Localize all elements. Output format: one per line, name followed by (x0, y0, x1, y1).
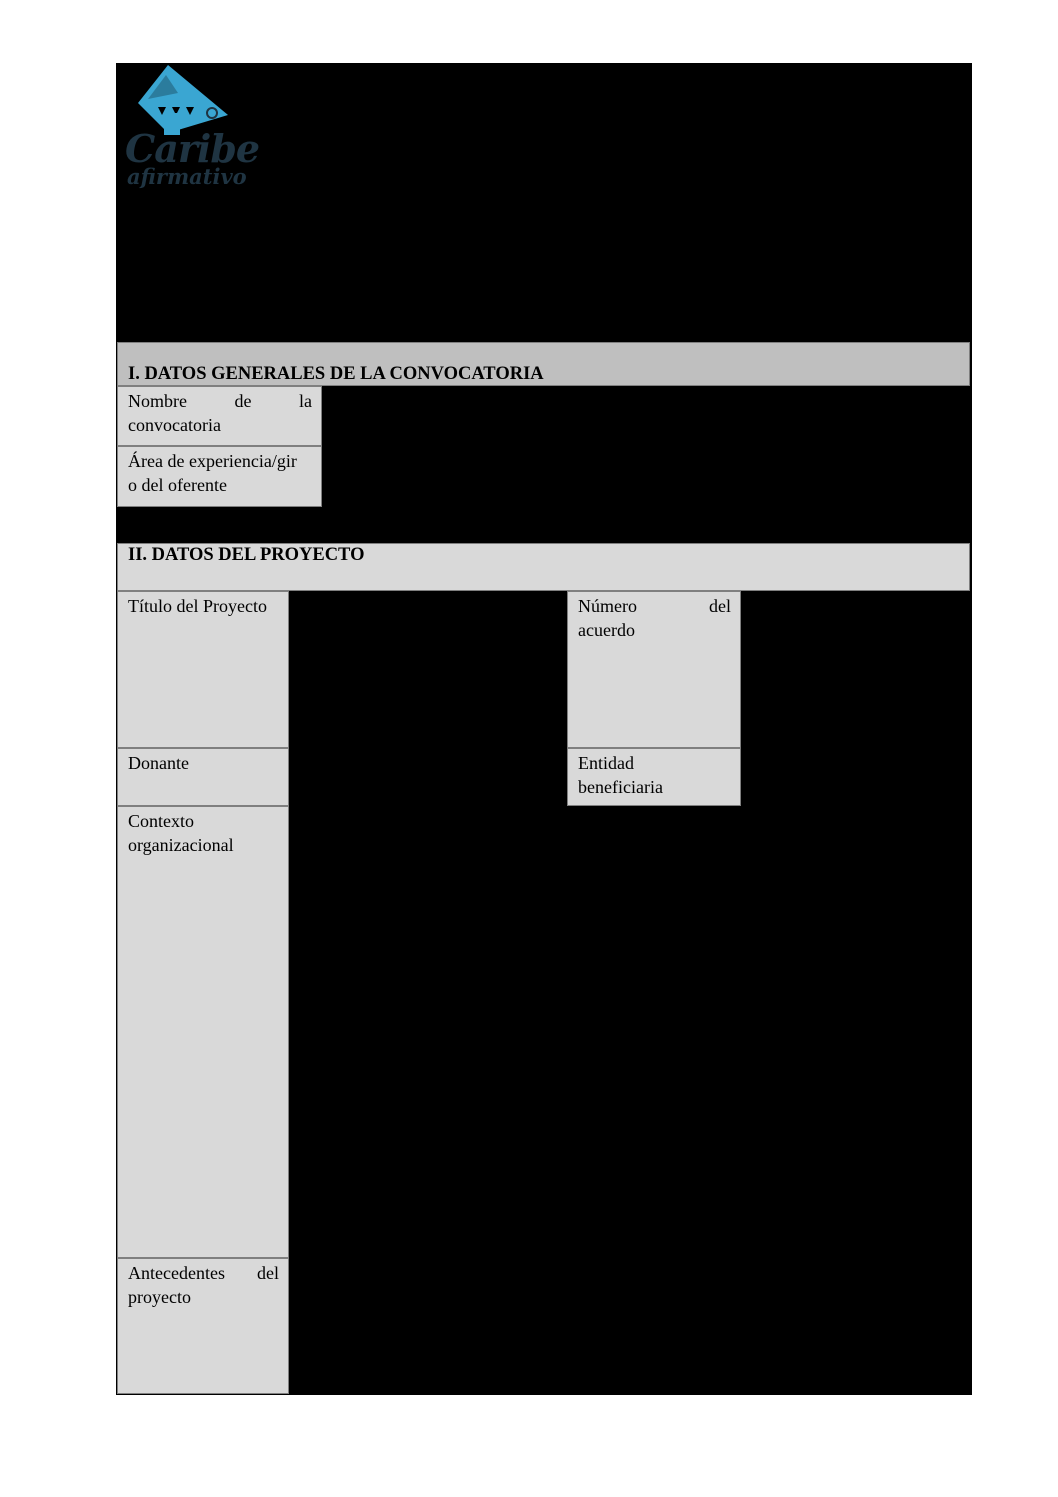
label-line: o del oferente (128, 475, 227, 495)
label-contexto-organizacional (117, 806, 289, 1258)
label-line: Título del Proyecto (128, 596, 267, 616)
label-line: Antecedentes del (128, 1263, 279, 1283)
logo-word-caribe: Caribe (125, 126, 260, 171)
label-line: Número del (578, 596, 731, 616)
label-line: Contexto (128, 811, 194, 831)
logo-word-afirmativo: afirmativo (127, 164, 247, 189)
label-area-experiencia (117, 446, 322, 507)
section-header-convocatoria (117, 342, 970, 386)
label-titulo-proyecto (117, 591, 289, 748)
label-entidad-beneficiaria (567, 748, 741, 806)
label-antecedentes-proyecto (117, 1258, 289, 1394)
section-header-proyecto (117, 543, 970, 591)
label-line: Nombre de la (128, 391, 312, 411)
section-title: II. DATOS DEL PROYECTO (128, 545, 365, 565)
label-line: Donante (128, 753, 189, 773)
label-line: beneficiaria (578, 777, 663, 797)
label-line: Área de experiencia/gir (128, 451, 297, 471)
label-line: convocatoria (128, 415, 221, 435)
label-nombre-convocatoria (117, 386, 322, 446)
label-line: acuerdo (578, 620, 635, 640)
section-title: I. DATOS GENERALES DE LA CONVOCATORIA (128, 364, 544, 384)
label-line: proyecto (128, 1287, 191, 1307)
label-donante (117, 748, 289, 806)
label-line: organizacional (128, 835, 234, 855)
label-line: Entidad (578, 753, 634, 773)
label-numero-acuerdo (567, 591, 741, 748)
logo-wordmark (125, 126, 260, 189)
